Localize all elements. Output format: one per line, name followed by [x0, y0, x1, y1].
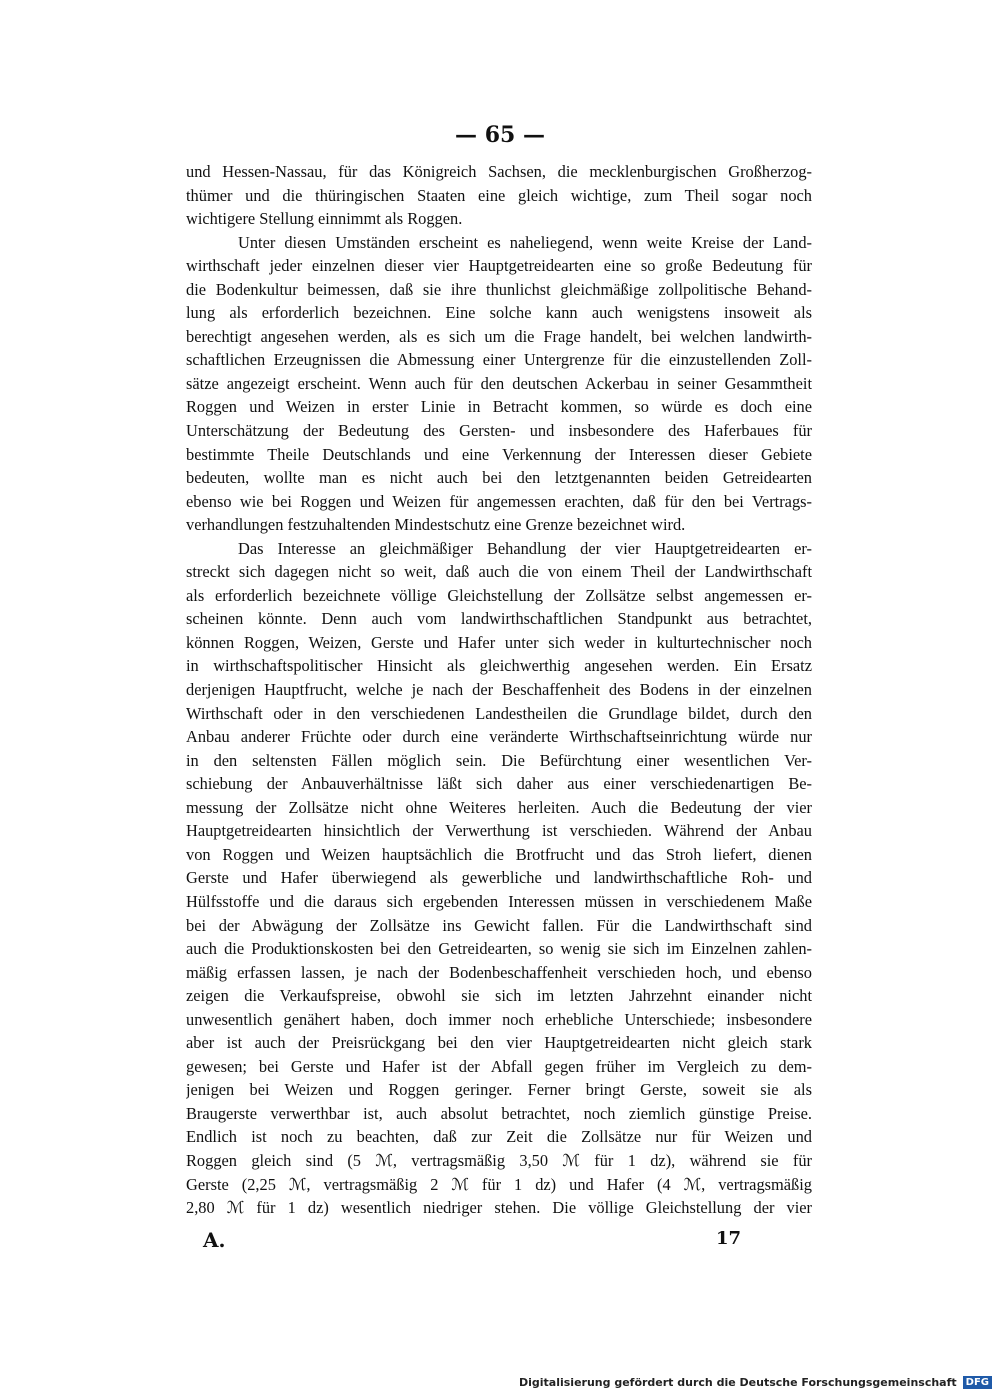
- text-line: die Bodenkultur beimessen, daß sie ihre thunlichst gleichmäßige zollpolitische Behand-: [186, 279, 812, 299]
- text-line: messung der Zollsätze nicht ohne Weiteres herleiten. Auch die Bedeutung der vier: [186, 797, 812, 817]
- text-line: in den seltensten Fällen möglich sein. Die Befürchtung einer wesentlichen Ver-: [186, 750, 812, 770]
- text-line: wirthschaft jeder einzelnen dieser vier Hauptgetreidearten eine so große Bedeutung für: [186, 256, 812, 276]
- text-line: Anbau anderer Früchte oder durch eine veränderte Wirthschaftseinrichtung würde nur: [186, 727, 812, 747]
- signature-mark: A.: [203, 1228, 226, 1252]
- text-line: Roggen und Weizen in erster Linie in Betracht kommen, so würde es doch eine: [186, 397, 812, 417]
- text-line: bei der Abwägung der Zollsätze ins Gewicht fallen. Für die Landwirthschaft sind: [186, 915, 812, 935]
- text-line: und Hessen-Nassau, für das Königreich Sachsen, die mecklenburgischen Großherzog-: [186, 162, 812, 181]
- text-line: Unter diesen Umständen erscheint es naheliegend, wenn weite Kreise der Land-: [238, 232, 812, 252]
- credit-text: Digitalisierung gefördert durch die Deutsche Forschungsgemeinschaft: [518, 1376, 957, 1389]
- text-line: 2,80 ℳ für 1 dz) wesentlich niedriger stehen. Die völlige Gleichstellung der vier: [186, 1198, 812, 1218]
- text-line: thümer und die thüringischen Staaten eine gleich wichtige, zum Theil sogar noch: [186, 185, 812, 205]
- text-line: Gerste und Hafer überwiegend als gewerbliche und landwirthschaftliche Roh- und: [186, 868, 812, 888]
- text-line: ebenso wie bei Roggen und Weizen für angemessen erachten, daß für den bei Vertrags-: [186, 491, 812, 511]
- dfg-logo-icon: DFG: [963, 1376, 992, 1389]
- page-number-header: — 65 —: [455, 122, 545, 148]
- sheet-number: 17: [716, 1228, 742, 1249]
- text-line: scheinen könnte. Denn auch vom landwirthschaftlichen Standpunkt aus betrachtet,: [186, 609, 812, 629]
- body-text: [186, 160, 812, 1220]
- text-line: schiebung der Anbauverhältnisse läßt sich daher aus einer verschiedenartigen Be-: [186, 774, 812, 794]
- text-line: in wirthschaftspolitischer Hinsicht als gleichwerthig angesehen werden. Ein Ersatz: [186, 656, 812, 676]
- text-line: sätze angezeigt erscheint. Wenn auch für den deutschen Ackerbau in seiner Gesammtheit: [186, 373, 812, 393]
- text-line: können Roggen, Weizen, Gerste und Hafer unter sich weder in kulturtechnischer noch: [186, 632, 812, 652]
- text-line: Hauptgetreidearten hinsichtlich der Verwerthung ist verschieden. Während der Anbau: [186, 821, 812, 841]
- text-line: Wirthschaft oder in den verschiedenen Landestheilen die Grundlage bildet, durch den: [186, 703, 812, 723]
- text-line: jenigen bei Weizen und Roggen geringer. Ferner bringt Gerste, soweit sie als: [186, 1080, 812, 1100]
- text-line: Gerste (2,25 ℳ, vertragsmäßig 2 ℳ für 1 dz) und Hafer (4 ℳ, vertragsmäßig: [186, 1174, 812, 1194]
- text-line: Unterschätzung der Bedeutung des Gersten- und insbesondere des Haferbaues für: [186, 421, 812, 441]
- text-line: Roggen gleich sind (5 ℳ, vertragsmäßig 3,50 ℳ für 1 dz), während sie für: [186, 1150, 812, 1170]
- text-line: Braugerste verwerthbar ist, auch absolut betrachtet, noch ziemlich günstige Preise.: [186, 1103, 812, 1123]
- text-line: lung als erforderlich bezeichnen. Eine solche kann auch wenigstens insoweit als: [186, 303, 812, 323]
- text-line: derjenigen Hauptfrucht, welche je nach der Beschaffenheit des Bodens in der einzelnen: [186, 680, 812, 700]
- text-line: verhandlungen festzuhaltenden Mindestschutz eine Grenze bezeichnet wird.: [186, 515, 686, 535]
- text-line: wichtigere Stellung einnimmt als Roggen.: [186, 209, 463, 229]
- text-line: als erforderlich bezeichnete völlige Gleichstellung der Zollsätze selbst angemessen er-: [186, 585, 812, 605]
- text-line: Das Interesse an gleichmäßiger Behandlung der vier Hauptgetreidearten er-: [238, 538, 812, 558]
- text-line: Hülfsstoffe und die daraus sich ergebenden Interessen müssen in verschiedenem Maße: [186, 891, 812, 911]
- text-line: streckt sich dagegen nicht so weit, daß auch die von einem Theil der Landwirthschaft: [186, 562, 812, 582]
- text-line: schaftlichen Erzeugnissen die Abmessung einer Untergrenze für die einzustellenden Zoll-: [186, 350, 812, 370]
- text-line: aber ist auch der Preisrückgang bei den vier Hauptgetreidearten nicht gleich stark: [186, 1033, 812, 1053]
- digitization-credit: [519, 1376, 992, 1389]
- text-line: mäßig erfassen lassen, je nach der Bodenbeschaffenheit verschieden hoch, und ebenso: [186, 962, 812, 982]
- text-line: zeigen die Verkaufspreise, obwohl sie sich im letzten Jahrzehnt einander nicht: [186, 986, 812, 1006]
- text-line: bestimmte Theile Deutschlands und eine Verkennung der Interessen dieser Gebiete: [186, 444, 812, 464]
- text-line: auch die Produktionskosten bei den Getreidearten, so wenig sie sich im Einzelnen zahlen-: [186, 939, 812, 959]
- text-line: gewesen; bei Gerste und Hafer ist der Abfall gegen früher im Vergleich zu dem-: [186, 1056, 812, 1076]
- text-line: von Roggen und Weizen hauptsächlich die Brotfrucht und das Stroh liefert, dienen: [186, 844, 812, 864]
- text-line: unwesentlich genähert haben, doch immer noch erhebliche Unterschiede; insbesondere: [186, 1009, 812, 1029]
- text-line: Endlich ist noch zu beachten, daß zur Zeit die Zollsätze nur für Weizen und: [186, 1127, 812, 1147]
- text-line: berechtigt angesehen werden, als es sich um die Frage handelt, bei welchen landwirth-: [186, 326, 812, 346]
- text-line: bedeuten, wollte man es nicht auch bei den letztgenannten beiden Getreidearten: [186, 468, 812, 488]
